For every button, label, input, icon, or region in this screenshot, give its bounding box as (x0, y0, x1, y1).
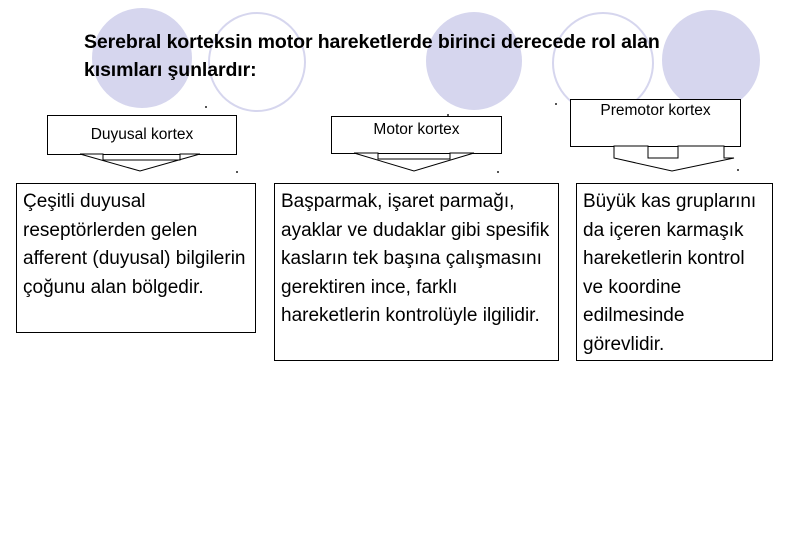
region-label-motor: Motor kortex (331, 116, 502, 154)
decor-dot-1 (205, 106, 207, 108)
arrow-down-icon (614, 146, 734, 172)
region-description-motor: Başparmak, işaret parmağı, ayaklar ve dudaklar gibi spesifik kasların tek başına çalışmasını gerektiren ince, farklı hareketlerin kontrolüyle ilgilidir. (274, 183, 559, 361)
decor-dot-6 (737, 169, 739, 171)
decor-dot-3 (555, 103, 557, 105)
slide-title: Serebral korteksin motor hareketlerde birinci derecede rol alan kısımları şunlardır: (84, 31, 660, 81)
region-label-premotor: Premotor kortex (570, 99, 741, 147)
decor-dot-5 (497, 171, 499, 173)
arrow-down-icon (80, 154, 200, 172)
region-description-premotor: Büyük kas gruplarını da içeren karmaşık hareketlerin kontrol ve koordine edilmesinde görevlidir. (576, 183, 773, 361)
arrow-down-icon (354, 153, 474, 172)
region-description-duyusal: Çeşitli duyusal reseptörlerden gelen afferent (duyusal) bilgilerin çoğunu alan bölgedir. (16, 183, 256, 333)
region-label-duyusal: Duyusal kortex (47, 115, 237, 155)
decor-dot-4 (236, 171, 238, 173)
